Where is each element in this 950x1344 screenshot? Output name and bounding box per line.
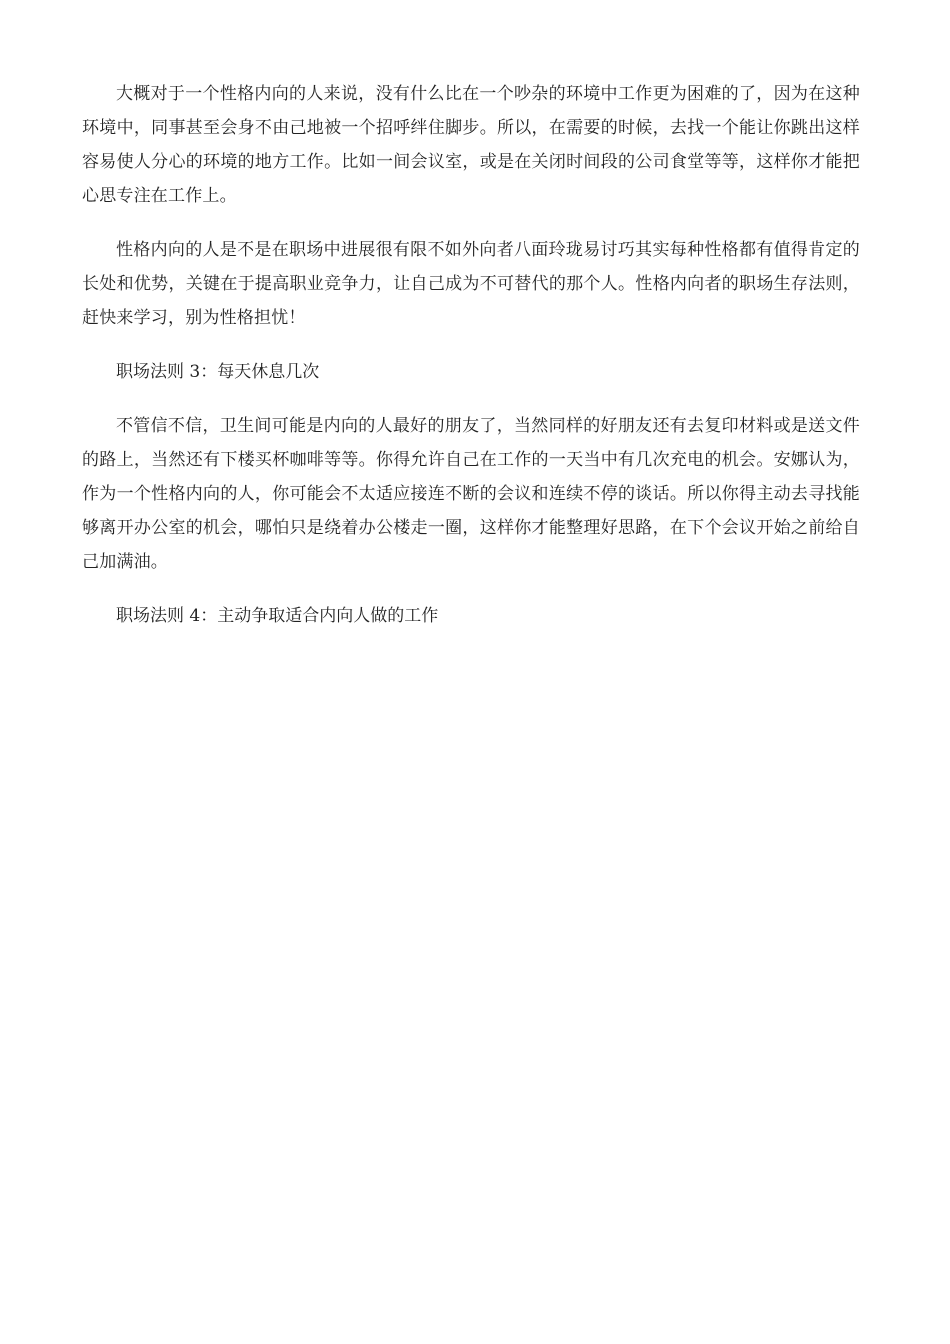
paragraph-intro: 大概对于一个性格内向的人来说，没有什么比在一个吵杂的环境中工作更为困难的了，因为在这种环境中，同事甚至会身不由己地被一个招呼绊住脚步。所以，在需要的时候，去找一个能让你跳出这样容易使人分心的环境的地方工作。比如一间会议室，或是在关闭时间段的公司食堂等等，这样你才能把心思专注在工作上。 bbox=[82, 84, 860, 206]
rule-3-heading: 职场法则 3：每天休息几次 bbox=[116, 362, 320, 382]
paragraph-overview: 性格内向的人是不是在职场中进展很有限不如外向者八面玲珑易讨巧其实每种性格都有值得肯定的长处和优势，关键在于提高职业竞争力，让自己成为不可替代的那个人。性格内向者的职场生存法则，赶快来学习，别为性格担忧！ bbox=[82, 240, 860, 328]
document-page bbox=[82, 77, 860, 653]
paragraph-rule-3: 不管信不信，卫生间可能是内向的人最好的朋友了，当然同样的好朋友还有去复印材料或是送文件的路上，当然还有下楼买杯咖啡等等。你得允许自己在工作的一天当中有几次充电的机会。安娜认为，作为一个性格内向的人，你可能会不太适应接连不断的会议和连续不停的谈话。所以你得主动去寻找能够离开办公室的机会，哪怕只是绕着办公楼走一圈，这样你才能整理好思路，在下个会议开始之前给自己加满油。 bbox=[82, 416, 860, 572]
rule-4-heading: 职场法则 4：主动争取适合内向人做的工作 bbox=[116, 606, 439, 626]
